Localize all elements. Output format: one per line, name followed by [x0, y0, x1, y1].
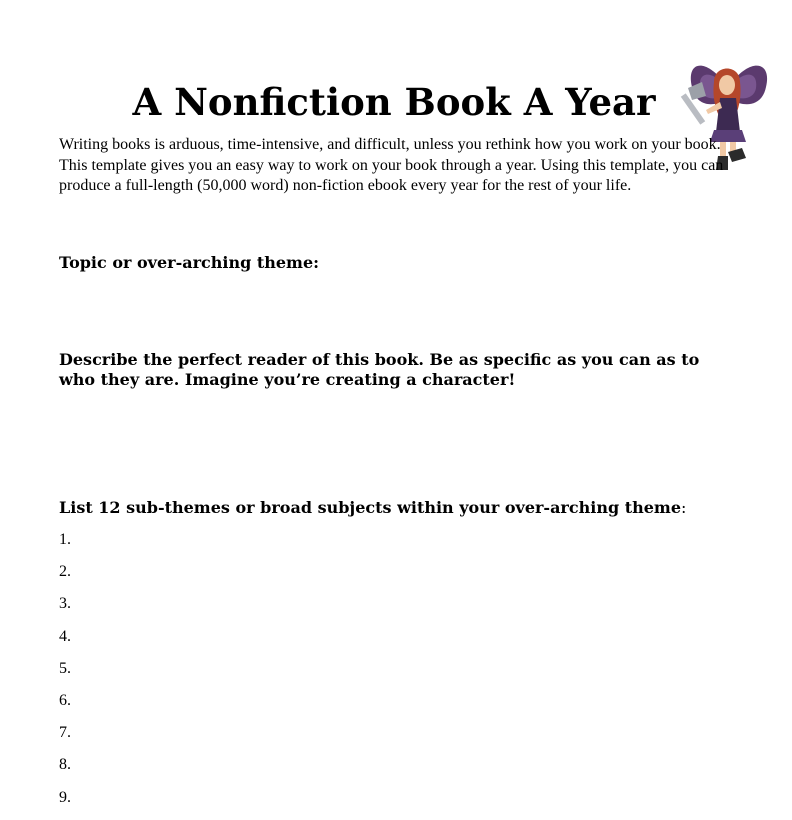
subthemes-list: [59, 530, 71, 820]
list-item: 1.: [59, 531, 71, 548]
reader-heading: Describe the perfect reader of this book. Be as specific as you can as to who they are. Imagine you’re creating a character!: [59, 350, 700, 389]
subthemes-heading-text: List 12 sub-themes or broad subjects within your over-arching theme: [59, 498, 682, 517]
page-title: A Nonfiction Book A Year: [132, 80, 656, 124]
list-item: 4.: [59, 627, 71, 645]
subthemes-heading: [59, 498, 739, 518]
list-item: 3.: [59, 595, 71, 613]
subthemes-heading-colon: :: [681, 498, 687, 517]
topic-heading: Topic or over-arching theme:: [59, 253, 320, 272]
list-item: 7.: [59, 724, 71, 742]
list-item: 5.: [59, 659, 71, 677]
list-item: 2.: [59, 563, 71, 581]
list-item: 9.: [59, 788, 71, 806]
list-item: 6.: [59, 691, 71, 709]
list-item: 8.: [59, 756, 71, 774]
intro-paragraph: Writing books is arduous, time-intensive, and difficult, unless you rethink how you work on your book. This template gives you an easy way to work on your book through a year. Using this template, you can produce a full-length (50,000 word) non-fiction ebook every year for the rest of your life.: [59, 136, 724, 194]
